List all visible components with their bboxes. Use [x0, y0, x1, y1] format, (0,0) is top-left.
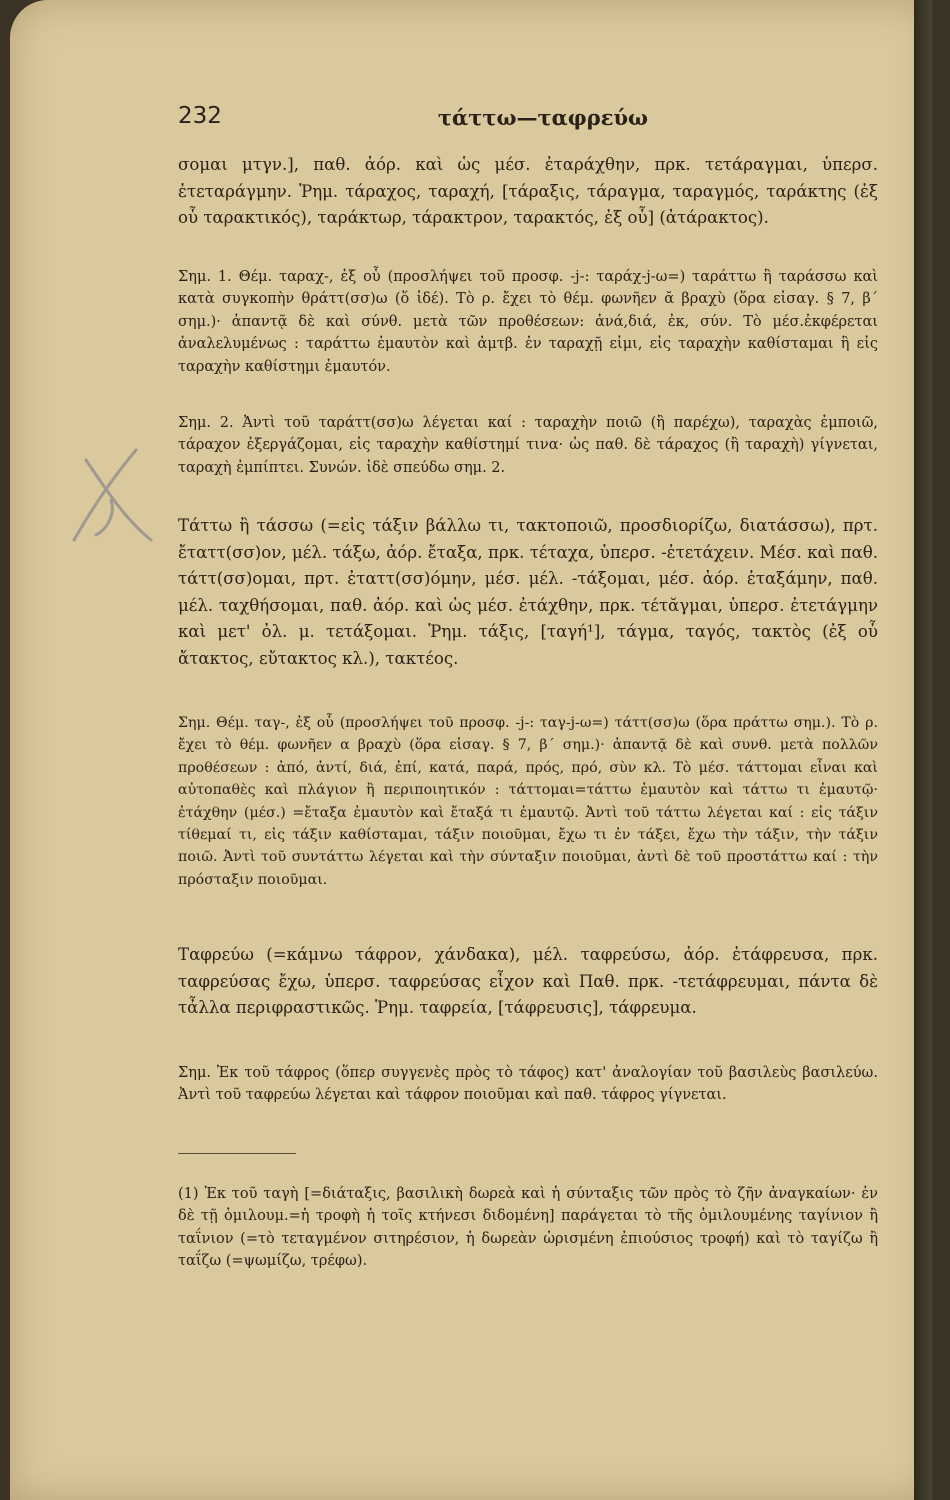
pencil-margin-mark: [56, 440, 166, 560]
note-3: Σημ. Θέμ. ταγ-, ἐξ οὗ (προσλήψει τοῦ προσφ. -j-: ταγ-j-ω=) τάττ(σσ)ω (ὅρα πράττω σημ.). Τὸ ρ. ἔχει τὸ θέμ. φωνῆεν α βραχὺ (ὅρα εἰσαγ. § 7, β΄ σημ.)· ἀπαντᾷ δὲ καὶ συνθ. μετὰ πολλῶν προθέσεων : ἀπό, ἀντί, διά, ἐπί, κατά, παρά, πρός, πρό, σὺν κλ. Τὸ μέσ. τάττομαι εἶναι καὶ αὐτοπαθὲς καὶ πλάγιον ἢ περιποιητικόν : τάττομαι=τάττω ἐμαυτὸν καὶ τάττω τι ἐμαυτῷ· ἐτάχθην (μέσ.) =ἔταξα ἐμαυτὸν καὶ ἔταξά τι ἐμαυτῷ. Ἀντὶ τοῦ τάττω λέγεται καί : εἰς τάξιν τίθεμαί τι, εἰς τάξιν καθίσταμαι, τάξιν ποιοῦμαι, ἔχω τι ἐν τάξει, ἔχω τὴν τάξιν, τὴν τάξιν ποιῶ. Ἀντὶ τοῦ συντάττω λέγεται καὶ τὴν σύνταξιν ποιοῦμαι, ἀντὶ δὲ τοῦ προστάττω καί : τὴν πρόσταξιν ποιοῦμαι.: [178, 715, 878, 888]
page-header: [178, 103, 878, 137]
note-2: Σημ. 2. Ἀντὶ τοῦ ταράττ(σσ)ω λέγεται καί : ταραχὴν ποιῶ (ἢ παρέχω), ταραχὰς ἐμποιῶ, τάραχον ἐξεργάζομαι, εἰς ταραχὴν καθίστημί τινα· ὡς παθ. δὲ τάραχος (ἢ ταραχὴ) γίγνεται, ταραχὴ ἐμπίπτει. Συνών. ἰδὲ σπεύδω σημ. 2.: [178, 415, 878, 476]
entry-tafreuo: Ταφρεύω (=κάμνω τάφρον, χάνδακα), μέλ. ταφρεύσω, ἀόρ. ἐτάφρευσα, πρκ. ταφρεύσας ἔχω, ὑπερσ. ταφρεύσας εἶχον καὶ Παθ. πρκ. -τετάφρευμαι, πάντα δὲ τἆλλα περιφραστικῶς. Ῥημ. ταφρεία, [τάφρευσις], τάφρευμα.: [178, 945, 878, 1018]
footnote: (1) Ἐκ τοῦ ταγὴ [=διάταξις, βασιλικὴ δωρεὰ καὶ ἡ σύνταξις τῶν πρὸς τὸ ζῆν ἀναγκαίων· ἐν δὲ τῇ ὁμιλουμ.=ἡ τροφὴ ἡ τοῖς κτήνεσι διδομένη] παράγεται τὸ τῆς ὁμιλουμένης ταγίνιον ἢ ταΐνιον (=τὸ τεταγμένον σιτηρέσιον, ἡ δωρεὰν ὡρισμένη ἐπιούσιος τροφή) καὶ τὸ ταγίζω ἢ ταΐζω (=ψωμίζω, τρέφω).: [178, 1186, 878, 1270]
paragraph-continuation: σομαι μτγν.], παθ. ἀόρ. καὶ ὡς μέσ. ἐταράχθην, πρκ. τετάραγμαι, ὑπερσ. ἐτεταράγμην. Ῥημ. τάραχος, ταραχή, [τάραξις, τάραγμα, ταραγμός, ταράκτης (ἐξ οὗ ταρακτικός), ταράκτωρ, τάρακτρον, ταρακτός, ἐξ οὗ] (ἀτάρακτος).: [178, 155, 878, 228]
note-4: Σημ. Ἐκ τοῦ τάφρος (ὅπερ συγγενὲς πρὸς τὸ τάφος) κατ' ἀναλογίαν τοῦ βασιλεὺς βασιλεύω. Ἀντὶ τοῦ ταφρεύω λέγεται καὶ τάφρον ποιοῦμαι καὶ παθ. τάφρος γίγνεται.: [178, 1065, 878, 1104]
footnote-rule: [178, 1153, 296, 1154]
running-head: τάττω—ταφρεύω: [437, 105, 649, 130]
page-number: 232: [178, 103, 222, 129]
book-spine: [914, 0, 932, 1500]
note-1: Σημ. 1. Θέμ. ταραχ-, ἐξ οὗ (προσλήψει τοῦ προσφ. -j-: ταράχ-j-ω=) ταράττω ἢ ταράσσω καὶ κατὰ συγκοπὴν θράττ(σσ)ω (ὅ ἰδέ). Τὸ ρ. ἔχει τὸ θέμ. φωνῆεν ᾰ βραχὺ (ὅρα εἰσαγ. § 7, β΄ σημ.)· ἀπαντᾷ δὲ καὶ σύνθ. μετὰ τῶν προθέσεων: ἀνά,διά, ἐκ, σύν. Τὸ μέσ.ἐκφέρεται ἀναλελυμένως : ταράττω ἐμαυτὸν καὶ ἀμτβ. ἐν ταραχῇ εἰμι, εἰς ταραχὴν καθίσταμαι ἢ εἰς ταραχὴν καθίστημι ἐμαυτόν.: [178, 269, 878, 375]
entry-tatto: Τάττω ἢ τάσσω (=εἰς τάξιν βάλλω τι, τακτοποιῶ, προσδιορίζω, διατάσσω), πρτ. ἔταττ(σσ)ον, μέλ. τάξω, ἀόρ. ἔταξα, πρκ. τέταχα, ὑπερσ. -ἐτετάχειν. Μέσ. καὶ παθ. τάττ(σσ)ομαι, πρτ. ἐταττ(σσ)όμην, μέσ. μέλ. -τάξομαι, μέσ. ἀόρ. ἐταξάμην, παθ. μέλ. ταχθήσομαι, παθ. ἀόρ. καὶ ὡς μέσ. ἐτάχθην, πρκ. τέτᾰγμαι, ὑπερσ. ἐτετάγμην καὶ μετ' ὀλ. μ. τετάξομαι. Ῥημ. τάξις, [ταγή¹], τάγμα, ταγός, τακτὸς (ἐξ οὗ ἄτακτος, εὔτακτος κλ.), τακτέος.: [178, 516, 878, 668]
